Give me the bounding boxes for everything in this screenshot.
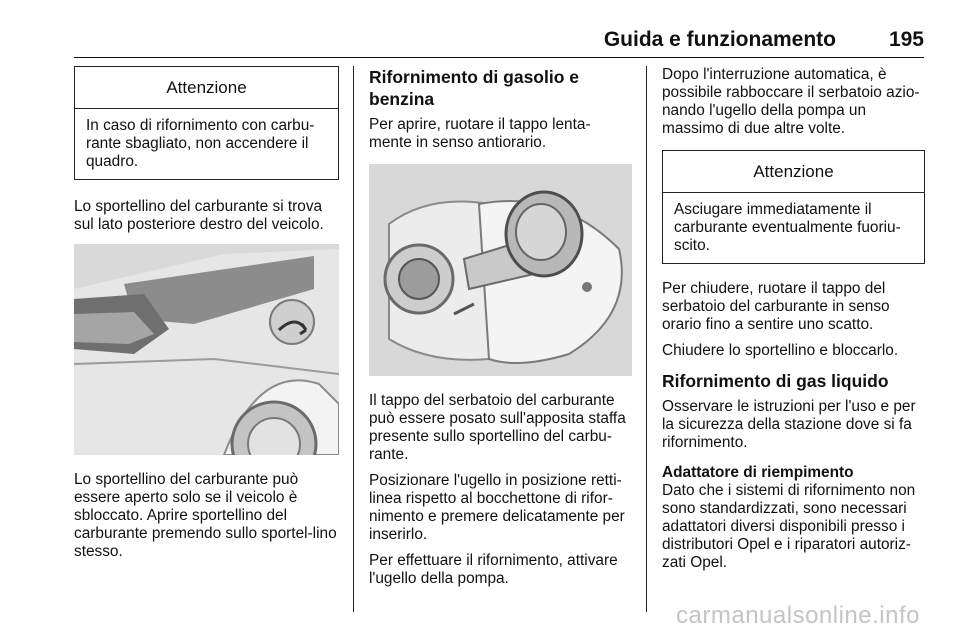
section-title: Rifornimento di gas liquido — [662, 371, 889, 391]
page-number: 195 — [888, 28, 924, 51]
paragraph: Lo sportellino del carburante si trova sul lato posteriore destro del veicolo. — [74, 198, 324, 233]
paragraph: Per effettuare il rifornimento, attivare l'ugello della pompa. — [369, 552, 618, 587]
warning-box — [662, 150, 925, 264]
paragraph: Chiudere lo sportellino e bloccarlo. — [662, 342, 899, 359]
warning-box — [74, 66, 339, 180]
paragraph: Per chiudere, ruotare il tappo del serbatoio del carburante in senso orario fino a sentire uno scatto. — [662, 280, 890, 333]
section-title: Rifornimento di gasolio e benzina — [369, 67, 580, 109]
header-title: Guida e funzionamento — [603, 28, 836, 51]
column-divider — [646, 66, 647, 612]
column-3 — [662, 66, 925, 580]
paragraph: Per aprire, ruotare il tappo lenta-mente in senso antiorario. — [369, 116, 591, 151]
warning-text: Asciugare immediatamente il carburante eventualmente fuoriu-scito. — [674, 201, 901, 254]
subsection-title: Adattatore di riempimento — [662, 464, 854, 481]
column-1 — [74, 66, 339, 569]
car-fuel-door-illustration — [74, 244, 339, 455]
fuel-cap-illustration — [369, 164, 632, 376]
warning-title: Attenzione — [75, 67, 338, 109]
header-rule — [74, 57, 924, 58]
paragraph: Il tappo del serbatoio del carburante può essere posato sull'apposita staffa presente sullo sportellino del carbu-rante. — [369, 392, 626, 463]
paragraph: Dopo l'interruzione automatica, è possibile rabboccare il serbatoio azio-nando l'ugello della pompa un massimo di due altre volte. — [662, 66, 920, 137]
paragraph: Lo sportellino del carburante può essere aperto solo se il veicolo è sbloccato. Aprire sportellino del carburante premendo sullo sportel-lino stesso. — [74, 471, 337, 560]
page-header — [74, 24, 924, 58]
warning-title: Attenzione — [663, 151, 924, 193]
watermark: carmanualsonline.info — [676, 602, 920, 629]
warning-text: In caso di rifornimento con carbu-rante sbagliato, non accendere il quadro. — [86, 117, 315, 170]
column-divider — [353, 66, 354, 612]
paragraph: Dato che i sistemi di rifornimento non sono standardizzati, sono necessari adattatori diversi disponibili presso i distributori Opel e i riparatori autoriz-zati Opel. — [662, 482, 916, 571]
column-2 — [369, 66, 633, 596]
fuel-cap-image — [369, 164, 632, 376]
paragraph: Osservare le istruzioni per l'uso e per la sicurezza della stazione dove si fa rifornimento. — [662, 398, 916, 451]
paragraph: Posizionare l'ugello in posizione retti-linea rispetto al bocchettone di rifor-nimento e premere delicatamente per inserirlo. — [369, 472, 625, 543]
car-rear-image — [74, 244, 339, 455]
